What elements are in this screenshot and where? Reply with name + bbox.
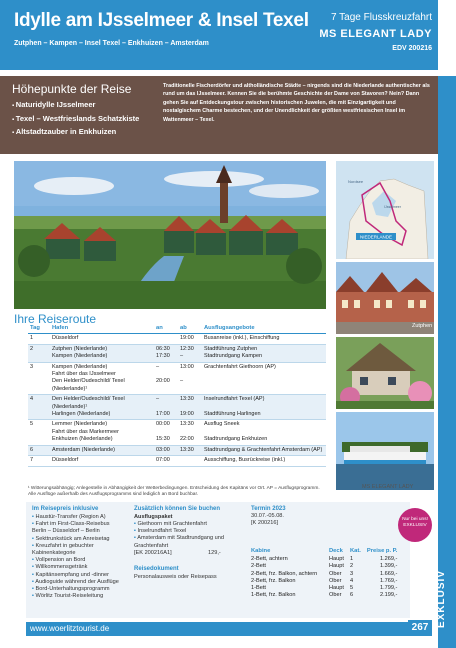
- doc-text: Personalausweis oder Reisepass: [134, 574, 217, 580]
- route-cell-hafen: Düsseldorf: [50, 334, 154, 344]
- highlight-item: ▪ Altstadtzauber in Enkhuizen: [12, 126, 139, 140]
- route-cell-an: 06:30 17:30: [154, 344, 178, 362]
- price-cell: 6: [349, 592, 354, 599]
- highlights-list: [12, 99, 139, 140]
- inclusive-item: ▪ Sekttrunkstück am Anreisetag: [32, 536, 124, 543]
- inclusive-item: ▪ Haustür-Transfer (Region A): [32, 514, 124, 521]
- price-row: [251, 592, 403, 599]
- dates-code: [K 200216]: [251, 520, 279, 526]
- route-cell-hafen: Amsterdam (Niederlande): [50, 445, 154, 455]
- route-cell-ausflug: Busanreise (inkl.), Einschiffung: [202, 334, 326, 344]
- price-col-deck: Deck: [329, 548, 343, 554]
- page-number: 267: [408, 620, 432, 636]
- route-cell-hafen: Zutphen (Niederlande) Kampen (Niederlande): [50, 344, 154, 362]
- price-cell: 2.199,-: [379, 592, 398, 599]
- price-table: [251, 548, 403, 599]
- price-cell: 1: [349, 556, 354, 563]
- website-link[interactable]: www.woerlitztourist.de: [30, 624, 110, 633]
- ship-name: MS ELEGANT LADY: [319, 28, 432, 40]
- route-cell-hafen: Düsseldorf: [50, 456, 154, 466]
- zutphen-caption: Zutphen: [412, 323, 433, 329]
- price-col-kat: Kat.: [349, 548, 361, 554]
- price-row: [251, 571, 403, 578]
- route-cell-ab: [178, 456, 202, 466]
- route-cell-ausflug: Stadtrundgang & Grachtenfahrt Amsterdam (AP): [202, 445, 326, 455]
- package-list: [134, 521, 226, 550]
- intro-text: Traditionelle Fischerdörfer und altholländische Städte – nirgends sind die Niederlande authentischer als rund um das IJsselmeer. Kennen Sie die berühmte Geschichte der Dame von Stavoren? Nein? Dann gehen Sie auf Entdeckungstour zwischen historischen Juwelen, die mit Einzigartigkeit und nostalgischem Charme bestechen, und der Unendlichkeit der größten westfriesischen Insel im Wattenmeer – Texel.: [163, 83, 430, 123]
- doc-title: Reisedokument: [134, 566, 179, 572]
- highlight-item: ▪ Naturidylle IJsselmeer: [12, 99, 139, 113]
- route-row: [28, 362, 326, 395]
- package-code: [EK 200216A1]: [134, 550, 172, 556]
- route-cell-ausflug: Inselrundfahrt Texel (AP) Stadtführung Harlingen: [202, 395, 326, 420]
- route-footnote: ¹ Witterungsabhängig; Anlegestelle in Abhängigkeit der Wetterbedingungen. Entscheidung des Kapitäns vor Ort. AP = Ausflugsprogramm. Alle Ausflüge außerhalb des Ausflugsprogramms sind lediglich an Bord buchbar.: [28, 486, 320, 497]
- edv-code: EDV 200216: [392, 45, 432, 52]
- route-cell-an: 07:00: [154, 456, 178, 466]
- route-cell-ausflug: Grachtenfahrt Giethoorn (AP): [202, 362, 326, 395]
- inclusive-item: ▪ Bord-Unterhaltungsprogramm: [32, 586, 124, 593]
- price-row: [251, 556, 403, 563]
- price-cell: 1-Bett, frz. Balkon: [251, 592, 296, 599]
- route-cell-hafen: Kampen (Niederlande) Fahrt über das IJsselmeer Den Helder/Oudeschild/ Texel (Niederlande)¹: [50, 362, 154, 395]
- package-title: Ausflugspaket: [134, 514, 173, 520]
- package-item: ▪ Amsterdam mit Stadtrundgang und Grachtenfahrt: [134, 535, 226, 549]
- badge-text: Nur bei uns! EXKLUSIV: [402, 517, 428, 528]
- route-cell-an: – 17:00: [154, 395, 178, 420]
- route-cell-an: 03:00: [154, 445, 178, 455]
- ship-caption: MS ELEGANT LADY: [362, 484, 414, 490]
- price-cell: 1.799,-: [379, 585, 398, 592]
- route-cell-hafen: Lemmer (Niederlande) Fahrt über das Markermeer Enkhuizen (Niederlande): [50, 420, 154, 445]
- side-tab: [438, 76, 456, 648]
- page-title: Idylle am IJsselmeer & Insel Texel: [14, 10, 309, 31]
- highlight-item: ▪ Texel – Westfrieslands Schatzkiste: [12, 113, 139, 127]
- route-cell-hafen: Den Helder/Oudeschild/ Texel (Niederlande)¹ Harlingen (Niederlande): [50, 395, 154, 420]
- map-country-label: NIEDERLANDE: [359, 234, 393, 240]
- map-lake-label: IJsselmeer: [384, 205, 401, 209]
- route-row: [28, 334, 326, 344]
- route-cell-ausflug: Stadtführung Zutphen Stadtrundgang Kampen: [202, 344, 326, 362]
- route-cell-ausflug: Ausflug Sneek Stadtrundgang Enkhuizen: [202, 420, 326, 445]
- price-row: [251, 585, 403, 592]
- route-cell-ab: 13:30: [178, 445, 202, 455]
- price-col-kabine: Kabine: [251, 548, 271, 554]
- price-cell: 3: [349, 570, 354, 577]
- inclusive-item: ▪ Kapitänsempfang und -dinner: [32, 572, 124, 579]
- route-cell-tag: 2: [28, 344, 50, 362]
- price-cell: 5: [349, 585, 354, 592]
- route-row: [28, 395, 326, 420]
- price-cell: 2-Bett, achtern: [251, 556, 288, 563]
- price-cell: 1.399,-: [379, 563, 398, 570]
- price-cell: 2-Bett, frz. Balkon, achtern: [251, 570, 318, 577]
- inclusive-title: Im Reisepreis inklusive: [32, 506, 99, 512]
- route-cell-ab: 13:30 22:00: [178, 420, 202, 445]
- route-cell-tag: 7: [28, 456, 50, 466]
- route-col-ab: ab: [178, 325, 202, 334]
- extras-title: Zusätzlich können Sie buchen: [134, 506, 221, 512]
- exclusive-badge: [398, 508, 432, 542]
- price-cell: 2-Bett: [251, 563, 266, 570]
- route-cell-ausflug: Ausschiffung, Busrückreise (inkl.): [202, 456, 326, 466]
- price-cell: 1-Bett: [251, 585, 266, 592]
- map-sea-label: Nordsee: [348, 179, 364, 184]
- route-col-ausflug: Ausflugsangebote: [202, 325, 326, 334]
- inclusive-list: [32, 514, 124, 600]
- route-title: Ihre Reiseroute: [14, 312, 97, 326]
- route-cell-ab: 13:30 19:00: [178, 395, 202, 420]
- route-cell-tag: 6: [28, 445, 50, 455]
- price-cell: 1.769,-: [379, 577, 398, 584]
- route-subtitle: Zutphen – Kampen – Insel Texel – Enkhuizen – Amsterdam: [14, 40, 209, 47]
- price-cell: 4: [349, 577, 354, 584]
- inclusive-item: ▪ Fahrt im First-Class-Reisebus Berlin – Düsseldorf – Berlin: [32, 521, 124, 535]
- package-price: 129,-: [208, 550, 221, 556]
- ship-photo: [336, 412, 434, 490]
- price-cell: Haupt: [329, 556, 344, 563]
- side-tab-label: EXKLUSIV: [436, 570, 447, 629]
- route-cell-an: – 20:00: [154, 362, 178, 395]
- price-cell: 1.269,-: [379, 556, 398, 563]
- dates-value: 30.07.-05.08.: [251, 513, 284, 519]
- route-table: [28, 325, 326, 467]
- price-cell: Haupt: [329, 585, 344, 592]
- price-cell: 2: [349, 563, 354, 570]
- inclusive-item: ▪ Kreuzfahrt in gebuchter Kabinenkategorie: [32, 543, 124, 557]
- package-item: ▪ Giethoorn mit Grachtenfahrt: [134, 521, 226, 528]
- inclusive-item: ▪ Vollpension an Bord: [32, 557, 124, 564]
- tour-type: 7 Tage Flusskreuzfahrt: [331, 12, 432, 23]
- route-cell-ab: 19:00: [178, 334, 202, 344]
- route-cell-an: 00:00 15:30: [154, 420, 178, 445]
- route-col-hafen: Hafen: [50, 325, 154, 334]
- route-cell-tag: 3: [28, 362, 50, 395]
- route-row: [28, 456, 326, 466]
- package-item: ▪ Inselrundfahrt Texel: [134, 528, 226, 535]
- price-cell: Ober: [329, 570, 342, 577]
- price-col-preis: Preise p. P.: [366, 548, 398, 554]
- cottage-photo: [336, 337, 434, 409]
- route-cell-tag: 4: [28, 395, 50, 420]
- dates-title: Termin 2023: [251, 506, 286, 512]
- price-row: [251, 563, 403, 570]
- inclusive-item: ▪ Audioguide während der Ausflüge: [32, 579, 124, 586]
- village-photo: [14, 161, 326, 309]
- route-map: [336, 161, 434, 259]
- price-cell: Haupt: [329, 563, 344, 570]
- route-col-an: an: [154, 325, 178, 334]
- route-row: [28, 344, 326, 362]
- route-cell-tag: 1: [28, 334, 50, 344]
- price-cell: 2-Bett, frz. Balkon: [251, 577, 296, 584]
- route-cell-an: [154, 334, 178, 344]
- route-row: [28, 420, 326, 445]
- inclusive-item: ▪ Wörlitz Tourist-Reiseleitung: [32, 593, 124, 600]
- inclusive-item: ▪ Willkommensgetränk: [32, 564, 124, 571]
- route-row: [28, 445, 326, 455]
- price-cell: Ober: [329, 577, 342, 584]
- highlights-title: Höhepunkte der Reise: [12, 82, 132, 96]
- route-cell-tag: 5: [28, 420, 50, 445]
- route-cell-ab: 12:30 –: [178, 344, 202, 362]
- price-row: [251, 578, 403, 585]
- price-cell: Ober: [329, 592, 342, 599]
- price-cell: 1.669,-: [379, 570, 398, 577]
- route-col-tag: Tag: [28, 325, 50, 334]
- route-cell-ab: 13:00 –: [178, 362, 202, 395]
